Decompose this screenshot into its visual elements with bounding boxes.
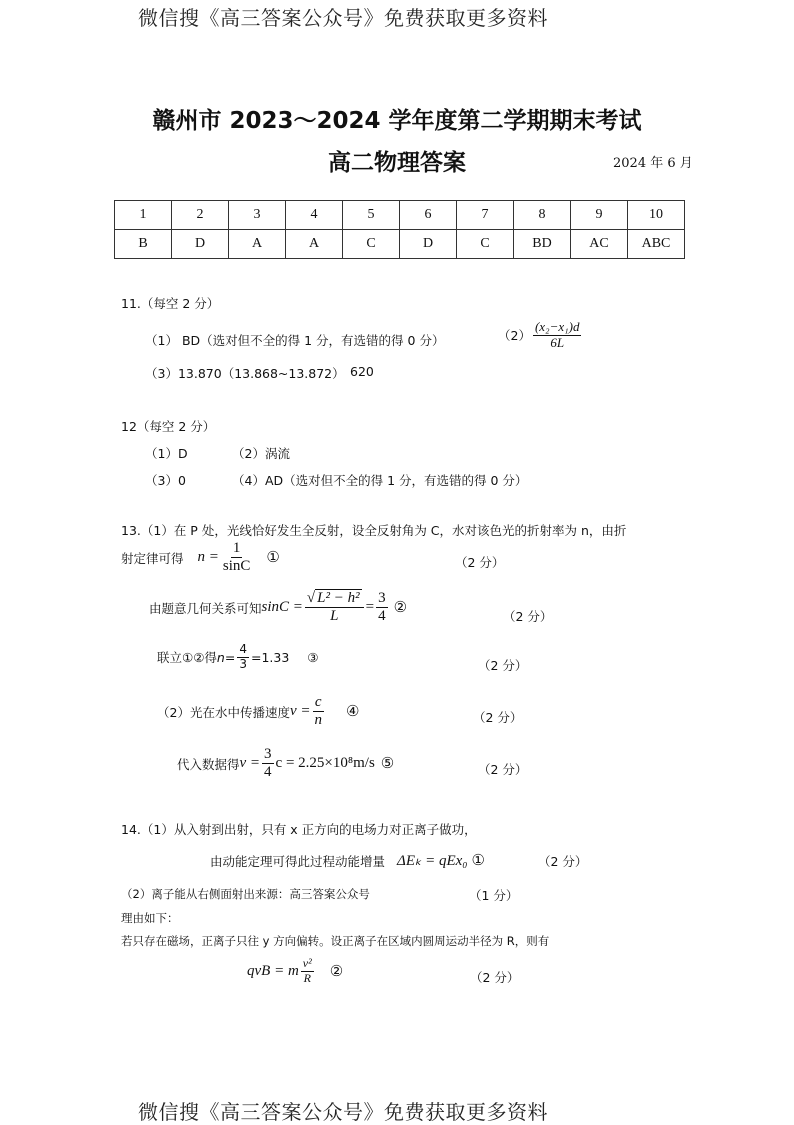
q13-line2-text: 射定律可得 <box>121 550 184 566</box>
question-number: 10 <box>628 201 685 230</box>
answer-cell: BD <box>514 230 571 259</box>
eq-mark-1: ① <box>266 550 280 567</box>
q11-part2-label: （2） <box>498 328 531 344</box>
q12-part3: （3）0 <box>145 473 186 488</box>
q11-part1-label: （1） <box>145 333 178 348</box>
answer-cell: ABC <box>628 230 685 259</box>
eq-mark-3: ③ <box>307 649 319 665</box>
question-number: 7 <box>457 201 514 230</box>
answer-cell: D <box>400 230 457 259</box>
q13-eq4-fraction <box>313 694 325 730</box>
q13-eq3-denominator: 3 <box>239 656 247 671</box>
q14-score2: （2 分） <box>470 970 520 985</box>
answer-table <box>114 200 685 259</box>
q13-eq2-radicand: L² − h² <box>317 590 360 606</box>
q13-eq5-rhs: c = 2.25×10⁸m/s <box>275 755 375 772</box>
q13-eq3-rhs: =1.33 <box>250 649 290 665</box>
q13-eq4-numerator: c <box>313 694 324 712</box>
q11-part2 <box>498 320 583 351</box>
answer-table-numbers-row <box>115 201 685 230</box>
eq-mark-5: ⑤ <box>380 756 395 773</box>
question-number: 1 <box>115 201 172 230</box>
q14-line4: 理由如下： <box>121 911 179 925</box>
q13-eq5-line <box>177 746 394 782</box>
eq-mark-2: ② <box>393 600 408 617</box>
q13-eq3-fraction <box>237 643 249 672</box>
q13-eq3-line <box>157 643 319 672</box>
eq-mark-1: ① <box>471 853 485 869</box>
q13-eq2-line <box>149 590 407 626</box>
answer-cell: C <box>343 230 400 259</box>
q11-part3-value: 620 <box>350 364 374 379</box>
eq-mark-2: ② <box>329 963 344 980</box>
q13-score2: （2 分） <box>503 609 553 624</box>
answer-cell: C <box>457 230 514 259</box>
exam-title: 赣州市 2023～2024 学年度第二学期期末考试 <box>152 108 642 134</box>
q13-eq4-lhs: v = <box>289 703 311 720</box>
q13-eq1-lhs: n = <box>197 549 219 566</box>
q13-eq5-denominator: 4 <box>264 764 272 781</box>
q13-eq1-numerator: 1 <box>231 540 243 558</box>
q14-score3: （1 分） <box>469 888 519 903</box>
question-number: 6 <box>400 201 457 230</box>
exam-date: 2024 年 6 月 <box>613 156 693 171</box>
q11-part2-fraction <box>533 320 582 351</box>
q14-line2-text: 由动能定理可得此过程动能增量 <box>210 853 386 869</box>
q13-eq4-line <box>157 694 359 730</box>
question-number: 3 <box>229 201 286 230</box>
q14-eq2-fraction <box>301 957 314 986</box>
q14-eq2-line <box>247 957 343 986</box>
q13-eq2-rfraction <box>376 590 388 626</box>
q11-heading: 11.（每空 2 分） <box>121 296 220 311</box>
watermark-bottom: 微信搜《高三答案公众号》免费获取更多资料 <box>138 1100 548 1124</box>
q13-eq5-fraction <box>262 746 274 782</box>
answer-table-answers-row <box>115 230 685 259</box>
q13-score5: （2 分） <box>478 762 528 777</box>
q11-part3: （3）13.870（13.868~13.872） <box>145 366 345 381</box>
q13-eq3-lhs: n= <box>216 649 236 665</box>
answer-cell: AC <box>571 230 628 259</box>
watermark-top: 微信搜《高三答案公众号》免费获取更多资料 <box>138 6 548 30</box>
q13-line5-text: （2）光在水中传播速度 <box>157 704 290 720</box>
q13-line3-text: 由题意几何关系可知 <box>149 600 262 616</box>
q13-line4-text: 联立①②得 <box>157 650 217 666</box>
question-number: 5 <box>343 201 400 230</box>
q13-line1: 13.（1）在 P 处，光线恰好发生全反射，设全反射角为 C，水对该色光的折射率为 n，由折 <box>121 523 627 538</box>
q13-eq2-rdenominator: 4 <box>378 608 386 625</box>
eq-mark-4: ④ <box>346 704 360 721</box>
question-number: 2 <box>172 201 229 230</box>
q14-eq1: ΔEₖ = qEx₀ <box>397 853 468 869</box>
q13-eq1-line <box>121 540 280 576</box>
q14-score1: （2 分） <box>538 854 588 869</box>
question-number: 4 <box>286 201 343 230</box>
q13-eq2-fraction <box>305 590 364 626</box>
q14-line3: （2）离子能从右侧面射出来源：高三答案公众号 <box>121 887 370 901</box>
q13-eq5-numerator: 3 <box>262 746 274 764</box>
answer-cell: A <box>286 230 343 259</box>
q13-eq2-rnumerator: 3 <box>376 590 388 608</box>
q13-eq2-sin: sinC = <box>261 599 303 616</box>
answer-cell: D <box>172 230 229 259</box>
q14-eq2-lhs: qvB = m <box>247 962 299 979</box>
q14-line1: 14.（1）从入射到出射，只有 x 正方向的电场力对正离子做功， <box>121 822 477 837</box>
q12-part2: （2）涡流 <box>232 446 290 461</box>
answer-cell: B <box>115 230 172 259</box>
q13-score1: （2 分） <box>455 555 505 570</box>
question-number: 8 <box>514 201 571 230</box>
q14-eq1-line <box>210 851 485 870</box>
q13-score4: （2 分） <box>473 710 523 725</box>
question-number: 9 <box>571 201 628 230</box>
q13-eq3-numerator: 4 <box>239 642 247 656</box>
q13-eq2-equals: = <box>365 599 375 616</box>
q13-eq5-lhs: v = <box>239 755 261 772</box>
q13-line6-text: 代入数据得 <box>177 756 240 772</box>
q14-eq2-numerator: v² <box>302 956 312 970</box>
q13-eq2-denominator: L <box>330 608 339 625</box>
q11-part2-denominator: 6L <box>550 334 565 350</box>
q11-part1 <box>145 331 444 349</box>
q12-part4: （4）AD（选对但不全的得 1 分，有选错的得 0 分） <box>232 473 528 488</box>
answer-cell: A <box>229 230 286 259</box>
q12-part1: （1）D <box>145 446 188 461</box>
q14-eq2-denominator: R <box>303 970 311 985</box>
q13-eq4-denominator: n <box>314 712 322 729</box>
q11-part1-text: BD（选对但不全的得 1 分，有选错的得 0 分） <box>181 333 445 348</box>
q13-score3: （2 分） <box>478 658 528 673</box>
q13-eq1-denominator: sinC <box>222 558 251 575</box>
subject-title: 高二物理答案 <box>328 150 466 176</box>
q12-heading: 12（每空 2 分） <box>121 419 216 434</box>
q14-line5: 若只存在磁场，正离子只往 y 方向偏转。设正离子在区域内圆周运动半径为 R，则有 <box>121 934 550 948</box>
q11-part2-numerator: (x₂−x₁)d <box>534 319 580 334</box>
q13-eq1-fraction <box>221 540 253 576</box>
q13-eq2-numerator: √ L² − h² <box>305 590 364 608</box>
